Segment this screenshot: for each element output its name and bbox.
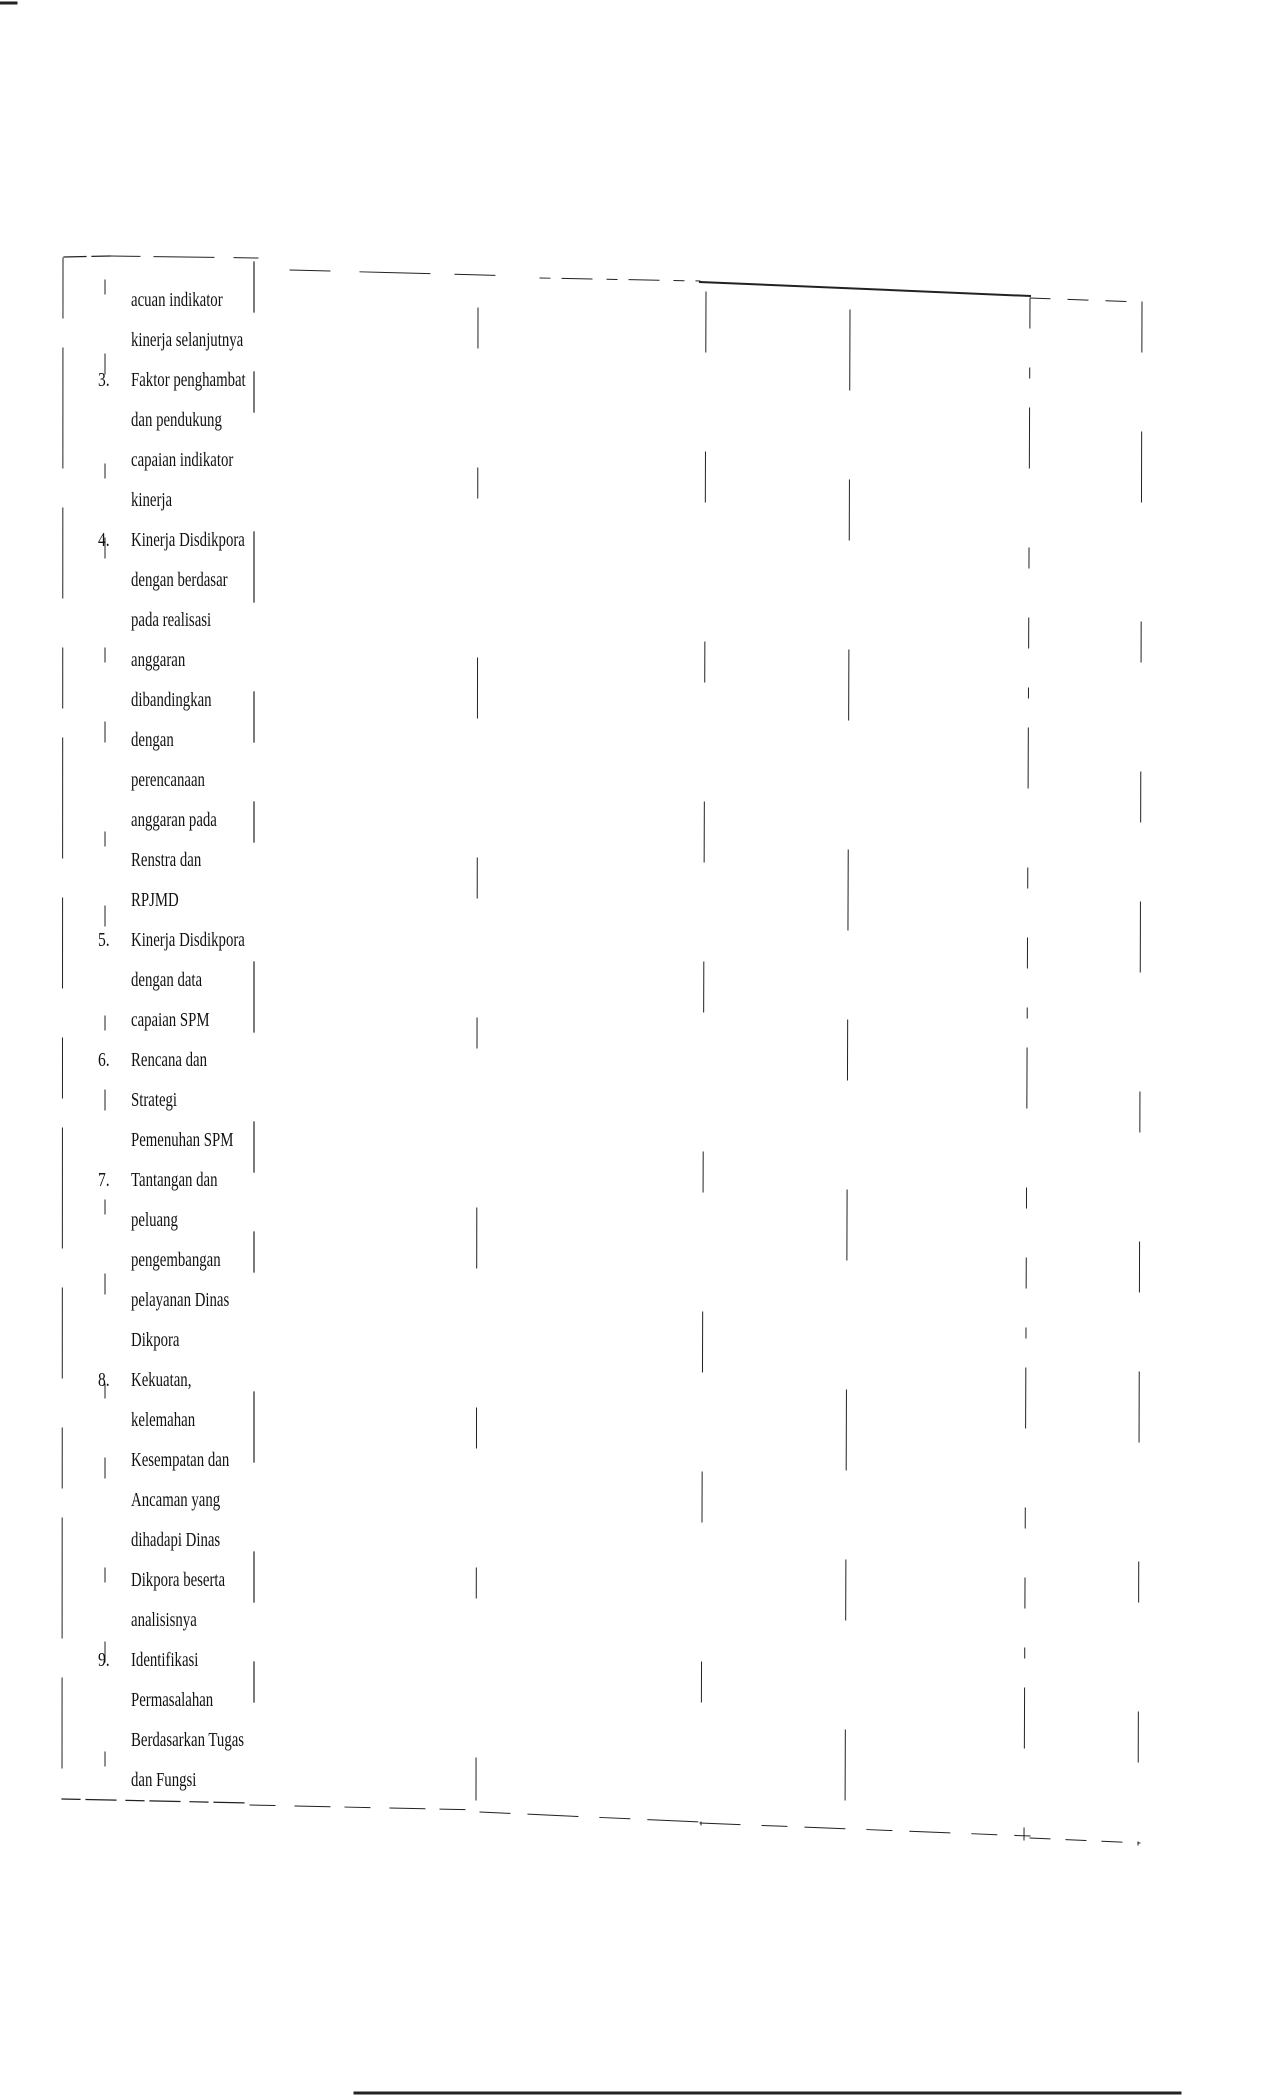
item-text: Tantangan dan (131, 1169, 218, 1191)
item-text: Rencana dan (131, 1049, 208, 1071)
item-number: 3. (98, 369, 110, 391)
item-text: anggaran (131, 649, 186, 671)
list-item (98, 1160, 273, 1360)
item-text: Kekuatan, (131, 1369, 192, 1391)
item-text: Faktor penghambat (131, 369, 246, 391)
item-text: peluang (131, 1209, 178, 1231)
item-text: pelayanan Dinas (131, 1289, 230, 1311)
item-text: dibandingkan (131, 689, 212, 711)
item-text: pengembangan (131, 1249, 221, 1271)
list-item (98, 520, 273, 920)
item-text: Kesempatan dan (131, 1449, 230, 1471)
item-text: pada realisasi (131, 609, 212, 631)
item-text: Renstra dan (131, 849, 202, 871)
item-text: dengan berdasar (131, 569, 228, 591)
item-text: capaian indikator (131, 449, 234, 471)
requirement-list (98, 280, 273, 1800)
item-text: kelemahan (131, 1409, 196, 1431)
item-text: perencanaan (131, 769, 205, 791)
item-text: dengan (131, 729, 174, 751)
item-number: 8. (98, 1369, 110, 1391)
item-text: Kinerja Disdikpora (131, 529, 245, 551)
item-text: kinerja selanjutnya (131, 329, 244, 351)
list-item (98, 920, 273, 1040)
item-text: Permasalahan (131, 1689, 214, 1711)
item-text: anggaran pada (131, 809, 217, 831)
item-text: Kinerja Disdikpora (131, 929, 245, 951)
item-number: 6. (98, 1049, 110, 1071)
item-number: 7. (98, 1169, 110, 1191)
item-text: analisisnya (131, 1609, 197, 1631)
item-text: dengan data (131, 969, 203, 991)
item-text: kinerja (131, 489, 173, 511)
item-text: dan pendukung (131, 409, 222, 431)
item-text: Identifikasi (131, 1649, 199, 1671)
item-text: acuan indikator (131, 289, 223, 311)
item-text: Berdasarkan Tugas (131, 1729, 245, 1751)
list-item (98, 360, 273, 520)
item-text: Dikpora beserta (131, 1569, 226, 1591)
item-number: 4. (98, 529, 110, 551)
item-number: 5. (98, 929, 110, 951)
item-text: dan Fungsi (131, 1769, 197, 1791)
list-item (98, 280, 273, 360)
item-text: Ancaman yang (131, 1489, 221, 1511)
item-text: Pemenuhan SPM (131, 1129, 234, 1151)
list-item (98, 1640, 273, 1800)
item-text: Dikpora (131, 1329, 180, 1351)
list-item (98, 1360, 273, 1640)
item-text: dihadapi Dinas (131, 1529, 221, 1551)
list-item (98, 1040, 273, 1160)
item-text: RPJMD (131, 889, 179, 911)
item-number: 9. (98, 1649, 110, 1671)
item-text: capaian SPM (131, 1009, 210, 1031)
item-text: Strategi (131, 1089, 178, 1111)
